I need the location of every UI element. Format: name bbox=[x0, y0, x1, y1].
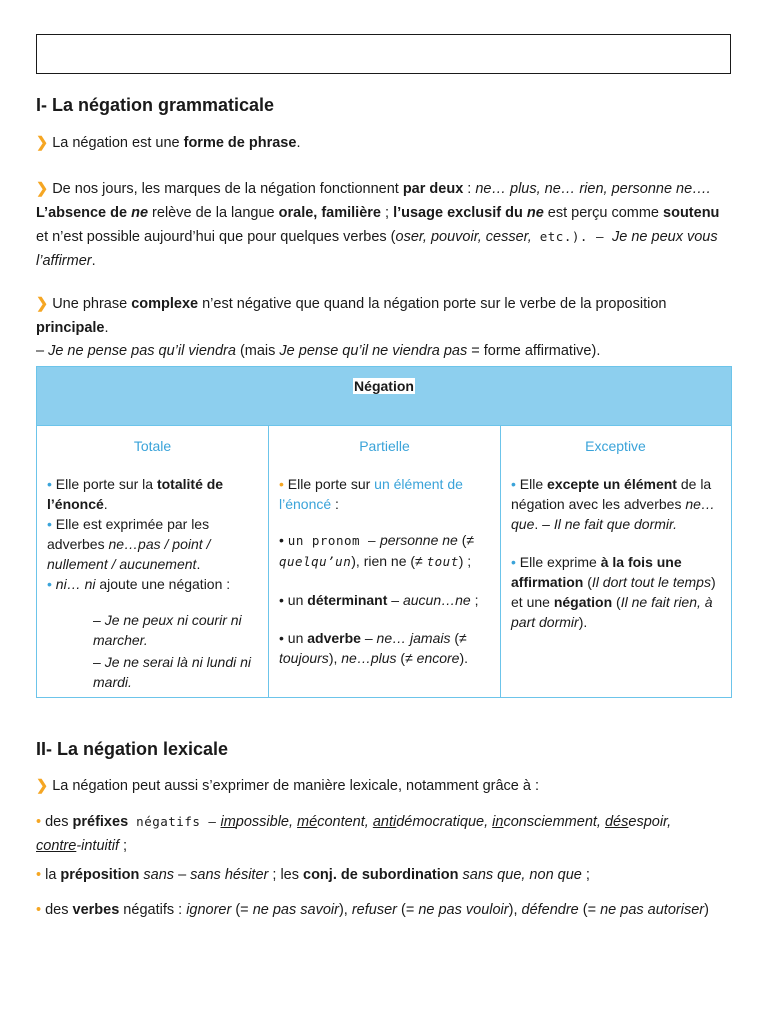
table-header bbox=[37, 367, 731, 426]
list-item: • un adverbe – ne… jamais (≠ toujours), ne…plus (≠ encore). bbox=[279, 630, 469, 666]
paragraph-phrase-complexe: ❯ Une phrase complexe n’est négative que quand la négation porte sur le verbe de la proposition principale. – Je ne pense pas qu’il viendra (mais Je pense qu’il ne viendra pas = forme affirmative). bbox=[36, 296, 667, 359]
list-item: • un déterminant – aucun…ne ; bbox=[279, 592, 479, 608]
column-title-totale: Totale bbox=[133, 438, 172, 454]
chevron-right-icon: ❯ bbox=[36, 778, 49, 794]
chevron-right-icon: ❯ bbox=[36, 181, 49, 197]
paragraph-verbes: • des verbes négatifs : ignorer (= ne pas savoir), refuser (= ne pas vouloir), défendre (= ne pas autoriser) bbox=[36, 902, 709, 918]
chevron-right-icon: ❯ bbox=[36, 296, 49, 312]
paragraph-prefixes: • des préfixes négatifs – impossible, mécontent, antidémocratique, inconsciemment, désespoir, contre-intuitif ; bbox=[36, 814, 672, 854]
list-item: • un pronom – personne ne (≠ quelqu’un), rien ne (≠ tout) ; bbox=[279, 532, 475, 569]
paragraph-par-deux: ❯ De nos jours, les marques de la négation fonctionnent par deux : ne… plus, ne… rien, personne ne…. L’absence de ne relève de la langue orale, familière ; l’usage exclusif du ne est perçu comme soutenu et n’est possible aujourd’hui que pour quelques verbes (oser, pouvoir, cesser, etc.). – Je ne peux vous l’affirmer. bbox=[36, 181, 720, 269]
list-item: • Elle porte sur un élément de l’énoncé : bbox=[279, 476, 463, 512]
section-2-heading: II- La négation lexicale bbox=[36, 739, 229, 759]
table-header-label: Négation bbox=[354, 378, 414, 394]
paragraph-forme-de-phrase: ❯ La négation est une forme de phrase. bbox=[36, 135, 301, 151]
column-exceptive bbox=[501, 426, 730, 697]
column-title-partielle: Partielle bbox=[359, 438, 410, 454]
list-item: • Elle exprime à la fois une affirmation (Il dort tout le temps) et une négation (Il ne fait rien, à part dormir). bbox=[511, 554, 716, 630]
example-item: – Je ne peux ni courir ni marcher. bbox=[93, 612, 242, 648]
section-1-heading: I- La négation grammaticale bbox=[36, 95, 275, 115]
negation-table bbox=[36, 366, 732, 698]
column-title-exceptive: Exceptive bbox=[585, 438, 646, 454]
column-partielle bbox=[269, 426, 501, 697]
paragraph-lexicale: ❯ La négation peut aussi s’exprimer de manière lexicale, notamment grâce à : bbox=[36, 778, 540, 794]
list-item: • Elle excepte un élément de la négation avec les adverbes ne…que. – Il ne fait que dormir. bbox=[511, 476, 715, 532]
example-item: – Je ne serai là ni lundi ni mardi. bbox=[93, 654, 251, 690]
chevron-right-icon: ❯ bbox=[36, 135, 49, 151]
list-item: • Elle porte sur la totalité de l’énoncé. bbox=[47, 476, 224, 512]
paragraph-preposition: • la préposition sans – sans hésiter ; les conj. de subordination sans que, non que ; bbox=[36, 867, 590, 883]
title-box bbox=[36, 34, 731, 74]
list-item: • Elle est exprimée par les adverbes ne…pas / point / nullement / aucunement. bbox=[47, 516, 211, 572]
column-totale bbox=[37, 426, 269, 697]
list-item: • ni… ni ajoute une négation : bbox=[47, 576, 231, 592]
